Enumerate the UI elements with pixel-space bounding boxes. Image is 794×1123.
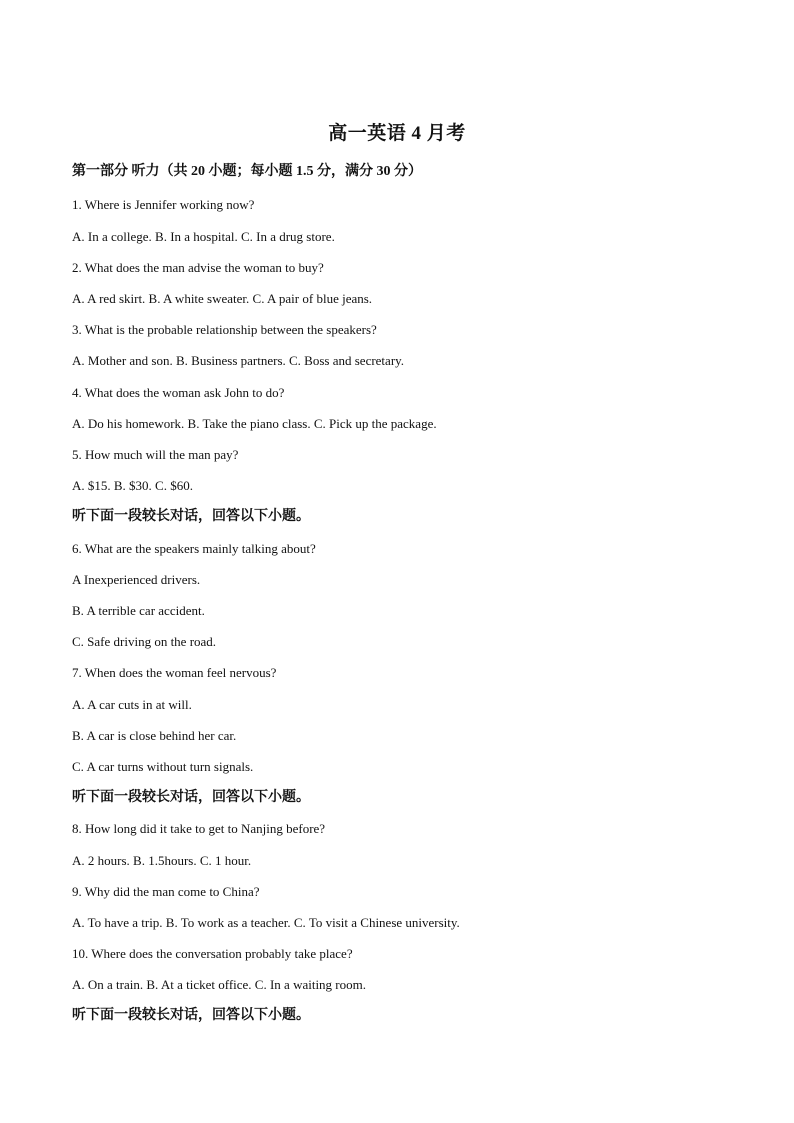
options-4: A. Do his homework. B. Take the piano class. C. Pick up the package. (72, 416, 437, 431)
question-5: 5. How much will the man pay? (72, 447, 239, 462)
question-2: 2. What does the man advise the woman to buy? (72, 260, 324, 275)
dialogue-instruction: 听下面一段较长对话，回答以下小题。 (72, 1008, 310, 1023)
question-8: 8. How long did it take to get to Nanjing before? (72, 821, 326, 836)
option-6b: B. A terrible car accident. (72, 603, 205, 618)
question-10: 10. Where does the conversation probably take place? (72, 946, 353, 961)
question-3: 3. What is the probable relationship between the speakers? (72, 322, 377, 337)
option-7b: B. A car is close behind her car. (72, 728, 237, 743)
section-heading: 第一部分 听力（共 20 小题；每小题 1.5 分，满分 30 分） (72, 164, 422, 179)
options-8: A. 2 hours. B. 1.5hours. C. 1 hour. (72, 853, 252, 868)
dialogue-instruction: 听下面一段较长对话，回答以下小题。 (72, 509, 310, 524)
dialogue-instruction: 听下面一段较长对话，回答以下小题。 (72, 790, 310, 805)
options-1: A. In a college. B. In a hospital. C. In a drug store. (72, 229, 335, 244)
option-6c: C. Safe driving on the road. (72, 634, 217, 649)
options-10: A. On a train. B. At a ticket office. C. In a waiting room. (72, 977, 366, 992)
option-7c: C. A car turns without turn signals. (72, 759, 254, 774)
options-9: A. To have a trip. B. To work as a teacher. C. To visit a Chinese university. (72, 915, 460, 930)
options-3: A. Mother and son. B. Business partners. C. Boss and secretary. (72, 353, 405, 368)
question-6: 6. What are the speakers mainly talking about? (72, 541, 316, 556)
options-2: A. A red skirt. B. A white sweater. C. A pair of blue jeans. (72, 291, 373, 306)
options-5: A. $15. B. $30. C. $60. (72, 478, 193, 493)
option-6a: A Inexperienced drivers. (72, 572, 201, 587)
question-4: 4. What does the woman ask John to do? (72, 385, 285, 400)
question-1: 1. Where is Jennifer working now? (72, 197, 255, 212)
option-7a: A. A car cuts in at will. (72, 697, 192, 712)
question-7: 7. When does the woman feel nervous? (72, 665, 277, 680)
question-9: 9. Why did the man come to China? (72, 884, 260, 899)
page-title: 高一英语 4 月考 (328, 123, 466, 144)
